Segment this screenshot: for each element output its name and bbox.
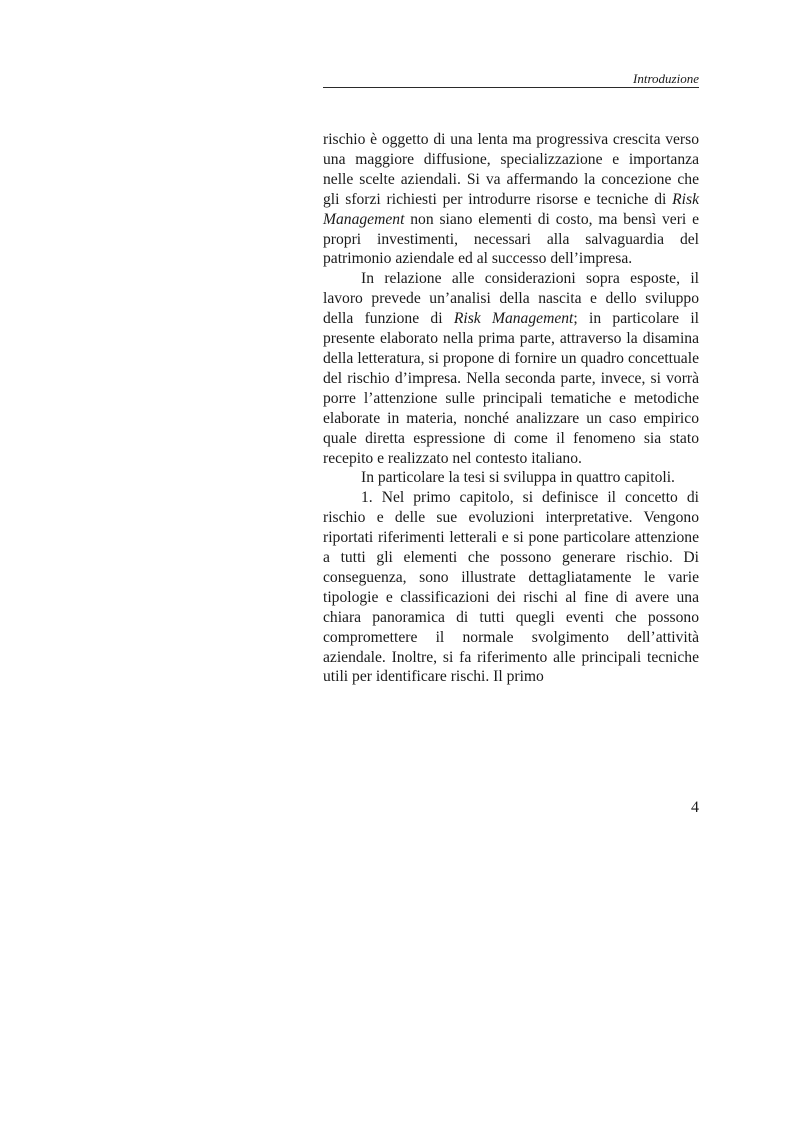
page-number: 4 [691,799,699,816]
paragraph [323,488,699,687]
running-header-title: Introduzione [633,71,699,86]
paragraph-text: In relazione alle considerazioni sopra esposte, il lavoro prevede un’analisi della nascita e dello sviluppo della funzione di [323,270,699,328]
paragraph-text: In particolare la tesi si sviluppa in quattro capitoli. [361,469,675,487]
running-header [323,70,699,88]
paragraph-text: rischio è oggetto di una lenta ma progressiva crescita verso una maggiore diffusione, specializzazione e importanza nelle scelte aziendali. Si va affermando la concezione che gli sforzi richiesti per introdurre risorse e tecniche di [323,131,699,208]
paragraph-text: 1. Nel primo capitolo, si definisce il concetto di rischio e delle sue evoluzioni interpretative. Vengono riportati riferimenti letterali e si pone particolare attenzione a tutti gli elementi che possono generare rischio. Di conseguenza, sono illustrate dettagliatamente le varie tipologie e classificazioni dei rischi al fine di avere una chiara panoramica di tutti quegli eventi che possono compromettere il normale svolgimento dell’attività aziendale. Inoltre, si fa riferimento alle principali tecniche utili per identificare rischi. Il primo [323,489,699,686]
paragraph-text: non siano elementi di costo, ma bensì veri e propri investimenti, necessari alla salvaguardia del patrimonio aziendale ed al successo dell’impresa. [323,210,699,268]
paragraph [323,468,699,488]
paragraph [323,269,699,468]
emphasis-term: Risk Management [323,190,699,228]
body-text [323,130,699,687]
emphasis-term: Risk Management [453,310,574,328]
paragraph [323,130,699,269]
paragraph-text: ; in particolare il presente elaborato nella prima parte, attraverso la disamina della letteratura, si propone di fornire un quadro concettuale del rischio d’impresa. Nella seconda parte, invece, si vorrà porre l’attenzione sulle principali tematiche e metodiche elaborate in materia, nonché analizzare un caso empirico quale diretta espressione di come il fenomeno sia stato recepito e realizzato nel contesto italiano. [323,310,700,467]
